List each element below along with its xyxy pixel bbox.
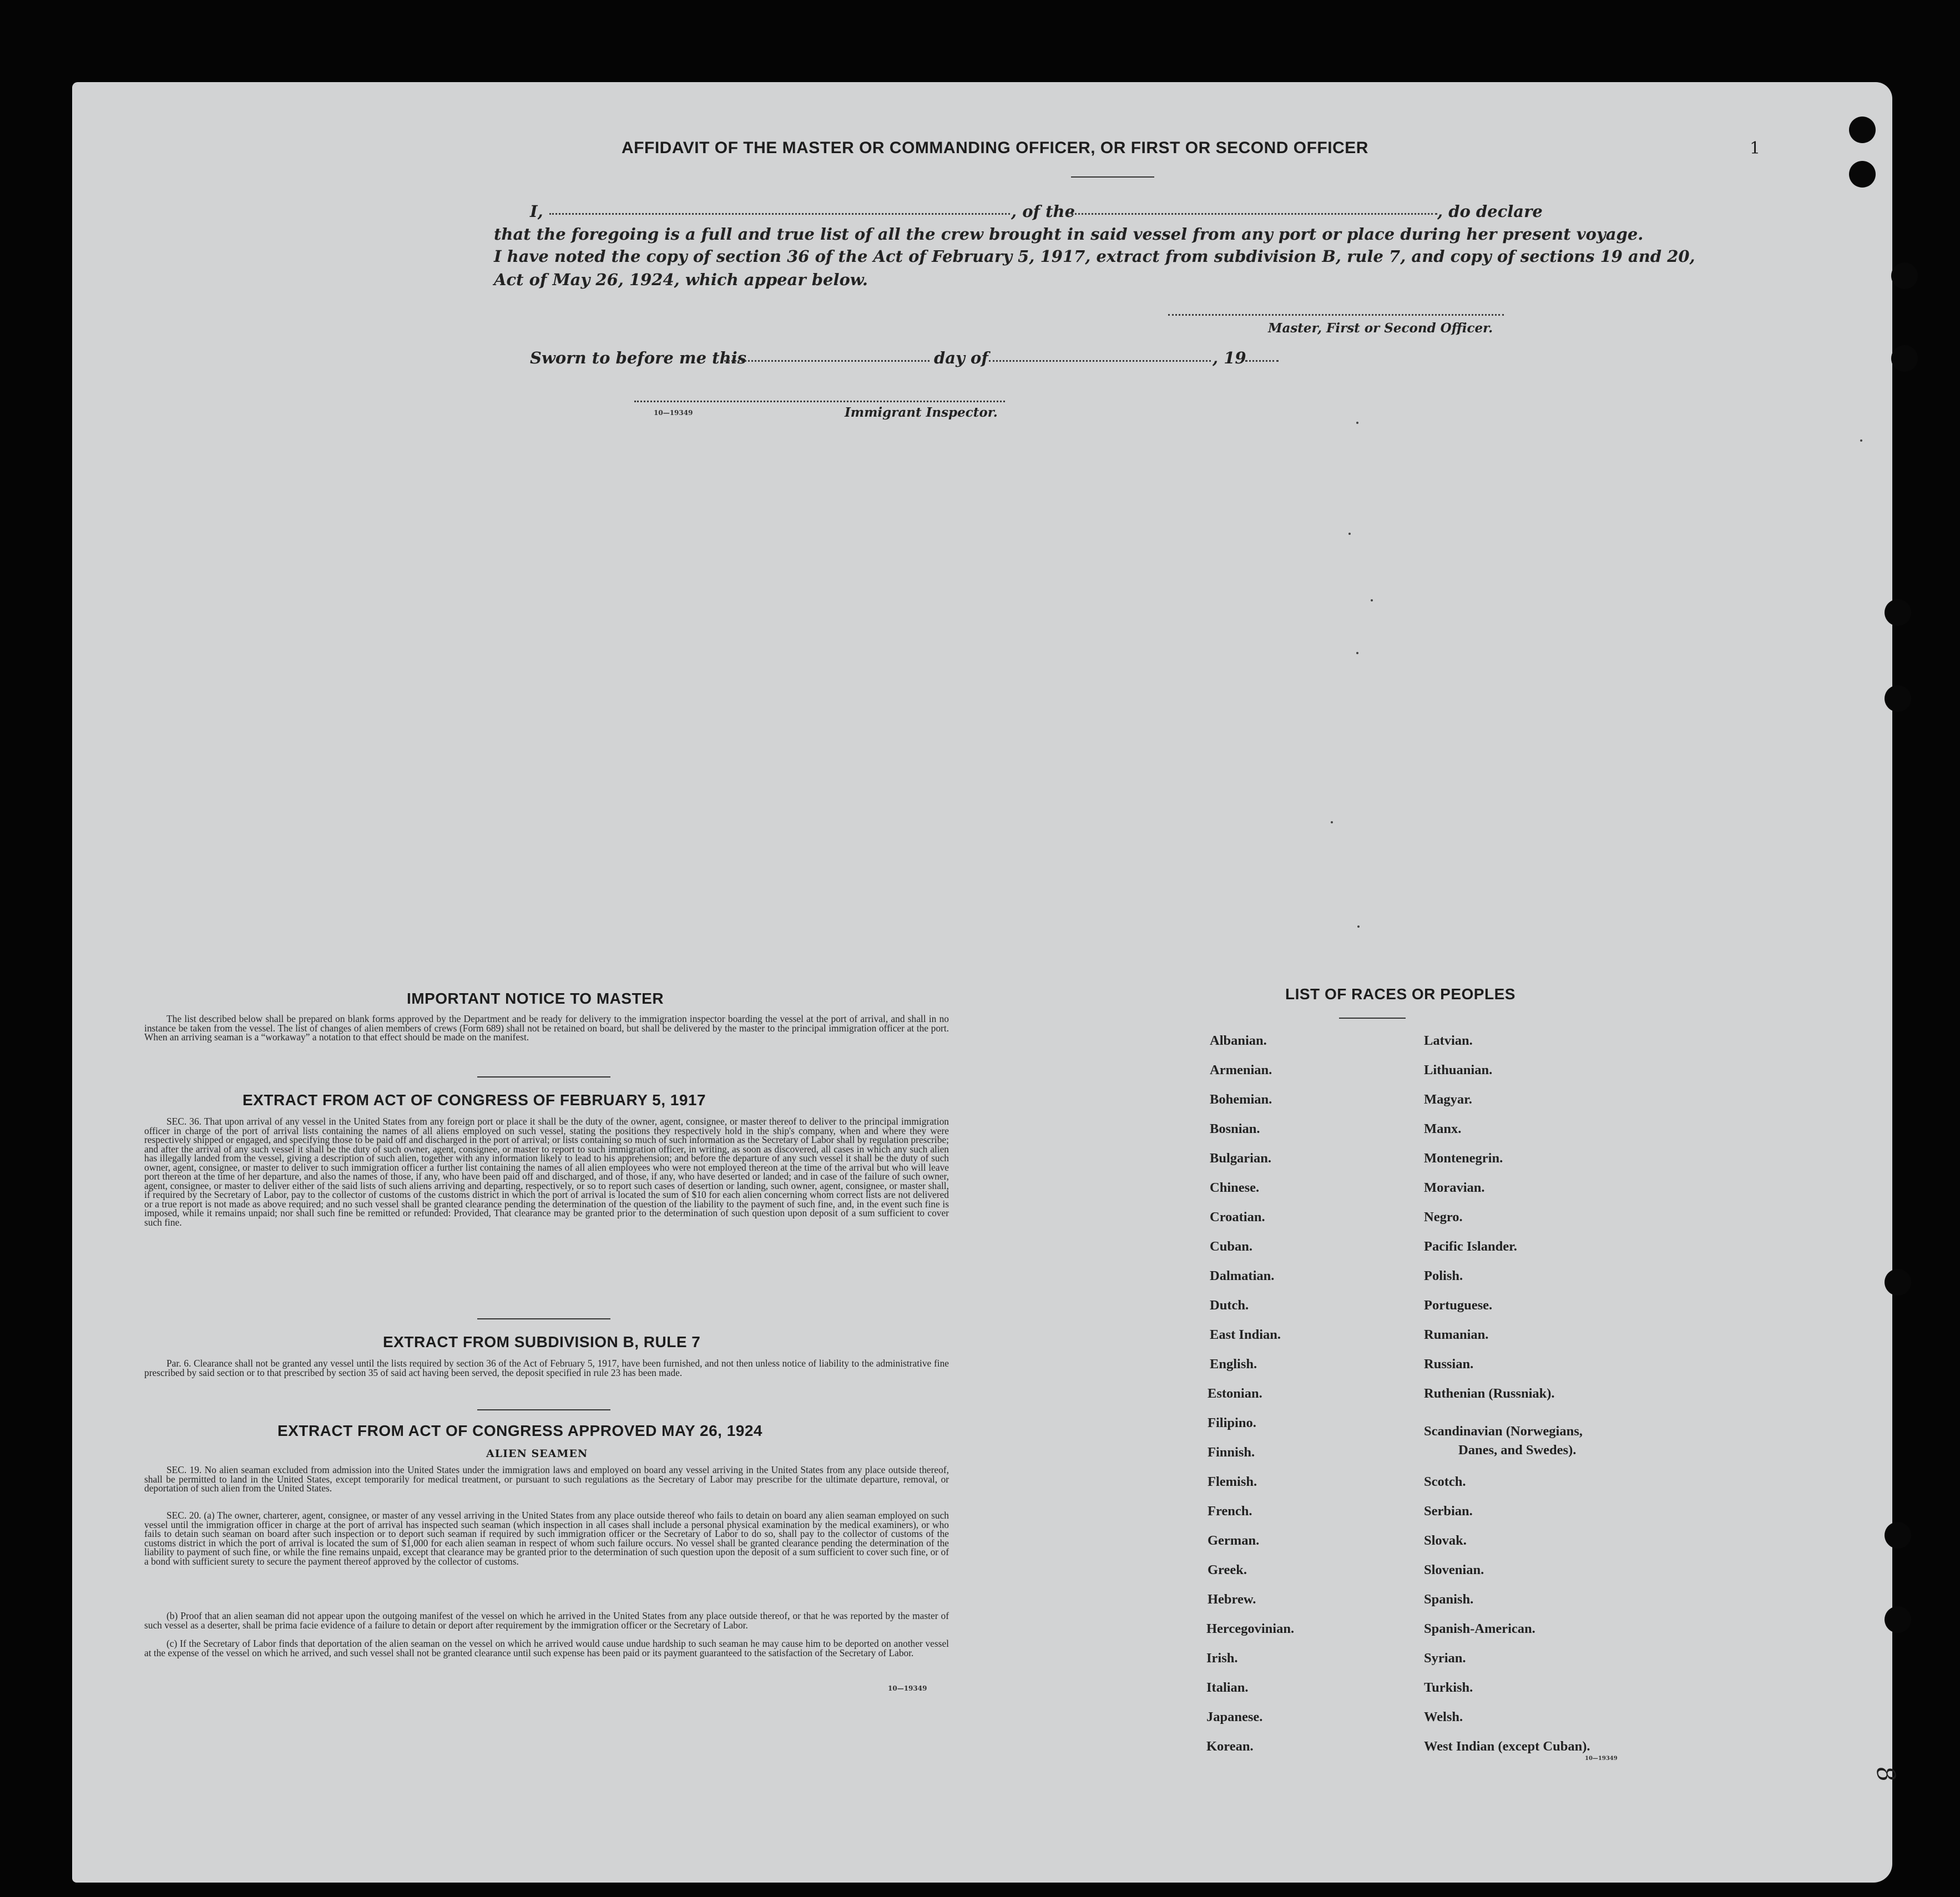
corner-mark: 8: [1870, 1764, 1901, 1784]
binder-hole: [1849, 161, 1876, 188]
race-item: Latvian.: [1424, 1033, 1473, 1048]
race-item: Slovak.: [1424, 1533, 1467, 1548]
race-item: Danes, and Swedes).: [1458, 1443, 1577, 1458]
race-item: Scotch.: [1424, 1474, 1466, 1489]
race-item: East Indian.: [1210, 1327, 1281, 1342]
race-item: Estonian.: [1208, 1386, 1262, 1401]
divider: [1339, 1018, 1406, 1019]
divider: [477, 1076, 610, 1078]
affidavit-line-2: that the foregoing is a full and true list of all the crew brought in said vessel from any port or place during her present voyage.: [494, 225, 1644, 244]
scan-speck: [1331, 821, 1333, 823]
scan-speck: [1371, 599, 1373, 601]
sec-19-body: SEC. 19. No alien seaman excluded from admission into the United States under the immigration laws and employed on board any vessel arriving in the United States from any place outside thereof, shall be permitted to land in the United States, except temporarily for medical treatment, or pursuant to such regulations as the Secretary of Labor may prescribe for the ultimate departure, removal, or deportation of such alien from the United States.: [144, 1464, 949, 1494]
race-item: Japanese.: [1206, 1709, 1263, 1724]
divider: [477, 1318, 610, 1319]
sec-20a-body: SEC. 20. (a) The owner, charterer, agent, consignee, or master of any vessel arriving in the United States from any place outside thereof who fails to detain on board any alien seaman employed on such vessel until the immigration officer in charge at the port of arrival has inspected such seaman (which inspection in all cases shall include a personal physical examination by the medical examiners), or who fails to detain such seaman on board after such inspection or to deport such seaman if required by such immigration officer or the Secretary of Labor to do so, shall pay to the collector of customs of the customs district in which the port of arrival is located the sum of $1,000 for each alien seaman in respect of whom such failure occurs. No vessel shall be granted clearance pending the determination of the liability to payment of such fine, or while the fine remains unpaid, except that clearance may be granted prior to the determination of such question upon the deposit of a sum sufficient to cover such fine, or of a bond with sufficient surety to secure the payment thereof approved by the collector of customs.: [144, 1510, 949, 1567]
race-item: Bulgarian.: [1210, 1151, 1271, 1166]
race-item: Montenegrin.: [1424, 1151, 1503, 1166]
affidavit-of-the: , of the: [1011, 202, 1075, 221]
binder-hole: [1885, 1269, 1911, 1296]
race-item: Hebrew.: [1208, 1592, 1256, 1607]
races-form-number: 10—19349: [1585, 1756, 1618, 1762]
races-title: LIST OF RACES OR PEOPLES: [1285, 985, 1516, 1003]
race-item: Lithuanian.: [1424, 1063, 1493, 1078]
race-item: Welsh.: [1424, 1709, 1463, 1724]
sworn-prefix: Sworn to before me this: [530, 348, 746, 367]
sworn-year-blank[interactable]: [1245, 360, 1279, 362]
race-item: Spanish.: [1424, 1592, 1474, 1607]
scan-speck: [1357, 925, 1360, 928]
binder-hole: [1885, 1522, 1911, 1549]
scan-speck: [1356, 652, 1358, 654]
race-item: Bosnian.: [1210, 1121, 1260, 1136]
sec-20b-body: (b) Proof that an alien seaman did not appear upon the outgoing manifest of the vessel on which he arrived in the United States from any place outside thereof, or that he was reported by the master of such vessel as a deserter, shall be prima facie evidence of a failure to detain or deport after requirement by the immigration officer or the Secretary of Labor.: [144, 1610, 949, 1631]
sworn-day-of: day of: [934, 348, 988, 367]
race-item: Albanian.: [1210, 1033, 1267, 1048]
race-item: Dalmatian.: [1210, 1268, 1275, 1283]
sworn-month-blank[interactable]: [989, 360, 1211, 362]
race-item: Polish.: [1424, 1268, 1463, 1283]
race-item: Finnish.: [1208, 1445, 1255, 1460]
race-item: Filipino.: [1208, 1415, 1256, 1430]
title-rule: [1071, 176, 1154, 178]
binder-hole: [1885, 1606, 1911, 1633]
race-item: Armenian.: [1210, 1063, 1272, 1078]
binder-hole: [1849, 117, 1876, 143]
race-item: Turkish.: [1424, 1680, 1473, 1695]
race-item: Moravian.: [1424, 1180, 1485, 1195]
binder-hole: [1885, 599, 1911, 626]
race-item: English.: [1210, 1357, 1257, 1372]
race-item: Irish.: [1206, 1651, 1238, 1666]
race-item: Greek.: [1208, 1562, 1247, 1577]
race-item: Italian.: [1206, 1680, 1249, 1695]
race-item: Pacific Islander.: [1424, 1239, 1517, 1254]
race-item: Negro.: [1424, 1210, 1463, 1225]
affidavit-title: AFFIDAVIT OF THE MASTER OR COMMANDING OFFICER, OR FIRST OR SECOND OFFICER: [622, 139, 1368, 157]
race-item: French.: [1208, 1504, 1252, 1519]
binder-hole: [1891, 345, 1918, 372]
master-signature-blank[interactable]: [1168, 314, 1504, 316]
affidavit-line-4: Act of May 26, 1924, which appear below.: [494, 270, 868, 289]
affidavit-line-3: I have noted the copy of section 36 of the Act of February 5, 1917, extract from subdivision B, rule 7, and copy of sections 19 and 20,: [494, 247, 1695, 266]
race-item: Slovenian.: [1424, 1562, 1484, 1577]
race-item: Rumanian.: [1424, 1327, 1489, 1342]
race-item: Manx.: [1424, 1121, 1462, 1136]
race-item: Cuban.: [1210, 1239, 1252, 1254]
binder-hole: [1891, 262, 1918, 289]
race-item: Portuguese.: [1424, 1298, 1493, 1313]
scan-speck: [1348, 533, 1351, 535]
notice-title: IMPORTANT NOTICE TO MASTER: [407, 990, 664, 1007]
race-item: Chinese.: [1210, 1180, 1260, 1195]
race-item: Flemish.: [1208, 1474, 1257, 1489]
master-signature-label: Master, First or Second Officer.: [1268, 321, 1493, 336]
sec-20c-body: (c) If the Secretary of Labor finds that deportation of the alien seaman on the vessel on which he arrived would cause undue hardship to such seaman he may cause him to be deported on another vessel at the expense of the vessel on which he arrived, and such vessel shall not be granted clearance until such expense has been paid or its payment guaranteed to the satisfaction of the Secretary of Labor.: [144, 1638, 949, 1658]
race-item: Korean.: [1206, 1739, 1254, 1754]
race-item: German.: [1208, 1533, 1260, 1548]
race-item: Hercegovinian.: [1206, 1621, 1295, 1636]
extract-1917-title: EXTRACT FROM ACT OF CONGRESS OF FEBRUARY 5, 1917: [243, 1091, 706, 1109]
sworn-day-blank[interactable]: [724, 360, 930, 362]
master-name-blank[interactable]: [549, 213, 1010, 215]
race-item: West Indian (except Cuban).: [1424, 1739, 1590, 1754]
race-item: Magyar.: [1424, 1092, 1472, 1107]
inspector-label: Immigrant Inspector.: [845, 405, 998, 420]
race-item: Spanish-American.: [1424, 1621, 1535, 1636]
sworn-year: , 19: [1213, 348, 1246, 367]
race-item: Ruthenian (Russniak).: [1424, 1386, 1555, 1401]
race-item: Scandinavian (Norwegians,: [1424, 1424, 1583, 1439]
race-item: Bohemian.: [1210, 1092, 1272, 1107]
affidavit-i: I,: [530, 202, 543, 221]
affidavit-do-declare: , do declare: [1437, 202, 1543, 221]
scan-speck: [1860, 439, 1862, 442]
extract-form-number: 10—19349: [888, 1684, 927, 1692]
extract-1917-body: SEC. 36. That upon arrival of any vessel in the United States from any foreign port or place it shall be the duty of the owner, agent, consignee, or master thereof to deliver to the principal immigration officer in charge of the port of arrival lists containing the names of all aliens employed on such vessel, stating the positions they respectively hold in the ship's company, when and where they were respectively shipped or engaged, and specifying those to be paid off and discharged in the port of arrival; or lists containing so much of such information as the Secretary of Labor shall by regulation prescribe; and after the arrival of any such vessel it shall be the duty of such owner, agent, consignee, or master to report to such immigration officer, in writing, as soon as discovered, all cases in which any such alien has illegally landed from the vessel, giving a description of such alien, together with any information likely to lead to his apprehension; and before the departure of any such vessel it shall be the duty of such owner, agent, consignee, or master to deliver to such immigration officer a further list containing the names of all alien employees who were not employed thereon at the time of the arrival but who will leave port thereon at the time of her departure, and also the names of those, if any, who have been paid off and discharged, and of those, if any, who have deserted or landed; and in case of the failure of such owner, agent, consignee, or master to deliver either of the said lists of such aliens arriving and departing, respectively, or so to report such cases of desertion or landing, such owner, agent, consignee, or master shall, if required by the Secretary of Labor, pay to the collector of customs of the customs district in which the port of arrival is located the sum of $10 for each alien concerning whom correct lists are not delivered or a true report is not made as above required; and no such vessel shall be granted clearance pending the determination of the question of the liability to the payment of such fine, and, in the event such fine is imposed, while it remains unpaid; nor shall such fine be remitted or refunded: Provided, That clearance may be granted prior to the determination of such question upon deposit of a sum sufficient to cover such fine.: [144, 1116, 949, 1228]
divider: [477, 1409, 610, 1410]
rule7-title: EXTRACT FROM SUBDIVISION B, RULE 7: [383, 1333, 701, 1350]
race-item: Dutch.: [1210, 1298, 1249, 1313]
vessel-name-blank[interactable]: [1071, 213, 1437, 215]
race-item: Croatian.: [1210, 1210, 1265, 1225]
extract-1924-title: EXTRACT FROM ACT OF CONGRESS APPROVED MAY 26, 1924: [277, 1422, 762, 1439]
page-number: 1: [1750, 139, 1761, 158]
affidavit-form-number: 10—19349: [654, 409, 693, 417]
race-item: Syrian.: [1424, 1651, 1466, 1666]
scan-speck: [1356, 422, 1358, 424]
notice-body: The list described below shall be prepared on blank forms approved by the Department and be ready for delivery to the immigration inspector boarding the vessel at the port of arrival, and shall in no instance be taken from the vessel. The list of changes of alien members of crews (Form 689) shall not be retained on board, but shall be delivered by the master to the principal immigration officer at the port. When an arriving seaman is a “workaway” a notation to that effect should be made on the manifest.: [144, 1013, 949, 1043]
alien-seamen-subtitle: ALIEN SEAMEN: [486, 1448, 588, 1460]
rule7-body: Par. 6. Clearance shall not be granted any vessel until the lists required by section 36 of the Act of February 5, 1917, have been furnished, and not then unless notice of liability to the administrative fine prescribed by said section or to that prescribed by section 35 of said act having been served, the deposit specified in rule 23 has been made.: [144, 1358, 949, 1378]
race-item: Serbian.: [1424, 1504, 1473, 1519]
inspector-signature-blank[interactable]: [634, 401, 1005, 402]
race-item: Russian.: [1424, 1357, 1474, 1372]
binder-hole: [1885, 685, 1911, 712]
